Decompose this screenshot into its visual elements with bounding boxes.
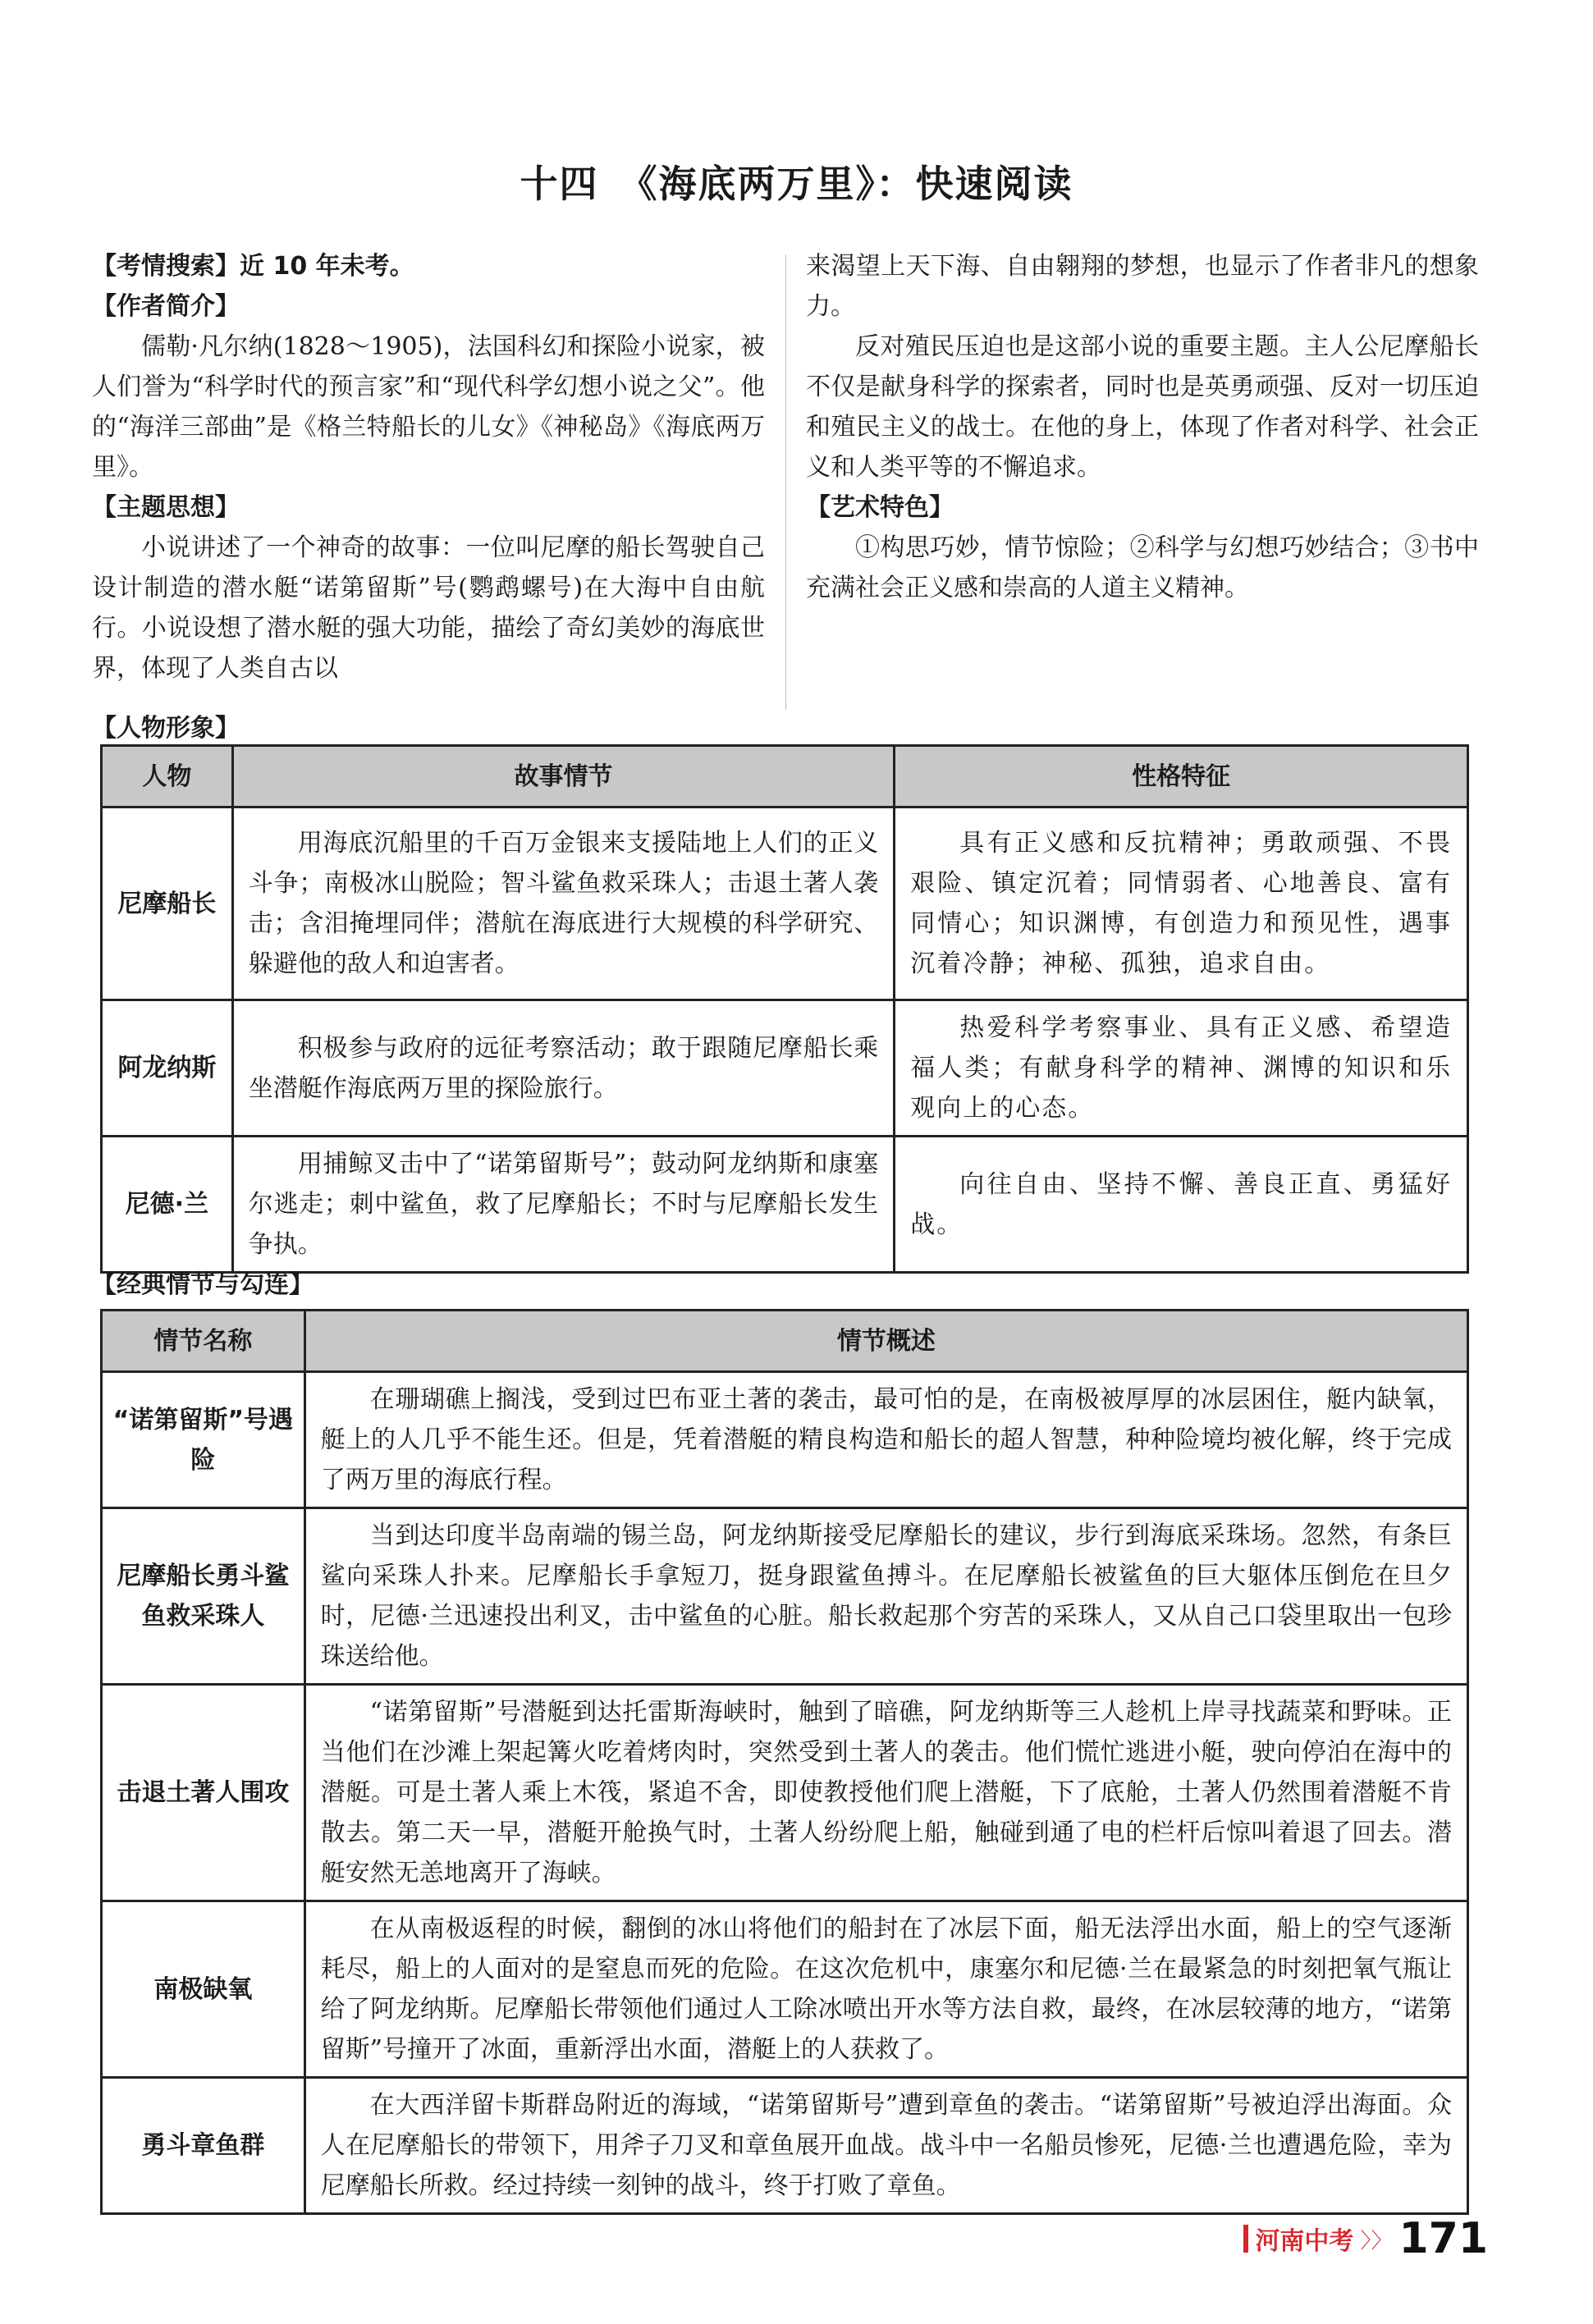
plot-summary xyxy=(304,1685,1467,1901)
col-header-traits: 性格特征 xyxy=(895,746,1468,807)
table-row xyxy=(102,807,1468,1000)
character-traits xyxy=(895,1000,1468,1137)
plot-name: “诺第留斯”号遇险 xyxy=(102,1372,305,1508)
author-tag: 【作者简介】 xyxy=(92,292,240,321)
characters-table xyxy=(100,744,1469,1274)
character-plot xyxy=(232,807,895,1000)
character-plot-text: 用海底沉船里的千百万金银来支援陆地上人们的正义斗争；南极冰山脱险；智斗鲨鱼救采珠人；击退土著人袭击；含泪掩埋同伴；潜航在海底进行大规模的科学研究、躲避他的敌人和迫害者。 xyxy=(248,829,879,978)
chevron-right-icon: 〉〉 xyxy=(1360,2228,1393,2253)
table-row xyxy=(102,1000,1468,1137)
character-plot-text: 积极参与政府的远征考察活动；敢于跟随尼摩船长乘坐潜艇作海底两万里的探险旅行。 xyxy=(248,1033,879,1103)
character-traits-text: 热爱科学考察事业、具有正义感、希望造福人类；有献身科学的精神、渊博的知识和乐观向上的心态。 xyxy=(910,1013,1452,1123)
page-number: 171 xyxy=(1398,2214,1488,2263)
table-row xyxy=(102,1137,1468,1273)
art-text: ①构思巧妙，情节惊险；②科学与幻想巧妙结合；③书中充满社会正义感和崇高的人道主义精神。 xyxy=(806,533,1479,602)
plot-summary-text: 当到达印度半岛南端的锡兰岛，阿龙纳斯接受尼摩船长的建议，步行到海底采珠场。忽然，有条巨鲨向采珠人扑来。尼摩船长手拿短刀，挺身跟鲨鱼搏斗。在尼摩船长被鲨鱼的巨大躯体压倒危在旦夕时，尼德·兰迅速投出利叉，击中鲨鱼的心脏。船长救起那个穷苦的采珠人，又从自己口袋里取出一包珍珠送给他。 xyxy=(320,1521,1452,1671)
table-row xyxy=(102,2078,1468,2214)
character-traits xyxy=(895,807,1468,1000)
plot-summary-text: 在大西洋留卡斯群岛附近的海域，“诺第留斯号”遭到章鱼的袭击。“诺第留斯”号被迫浮出海面。众人在尼摩船长的带领下，用斧子刀叉和章鱼展开血战。战斗中一名船员惨死，尼德·兰也遭遇危险，幸为尼摩船长所救。经过持续一刻钟的战斗，终于打败了章鱼。 xyxy=(320,2091,1452,2200)
plot-name: 尼摩船长勇斗鲨鱼救采珠人 xyxy=(102,1508,305,1685)
plots-header-row xyxy=(102,1311,1468,1372)
character-plot xyxy=(232,1000,895,1137)
footer-region: 河南中考 xyxy=(1255,2227,1354,2256)
col-header-character: 人物 xyxy=(102,746,233,807)
page-title: 十四 《海底两万里》：快速阅读 xyxy=(520,162,1073,206)
plot-name: 南极缺氧 xyxy=(102,1901,305,2078)
table-row xyxy=(102,1508,1468,1685)
character-traits-text: 具有正义感和反抗精神；勇敢顽强、不畏艰险、镇定沉着；同情弱者、心地善良、富有同情心；知识渊博，有创造力和预见性，遇事沉着冷静；神秘、孤独，追求自由。 xyxy=(910,829,1452,978)
table-row xyxy=(102,1372,1468,1508)
character-name: 阿龙纳斯 xyxy=(102,1000,233,1137)
characters-heading: 【人物形象】 xyxy=(92,714,240,743)
plots-heading: 【经典情节与勾连】 xyxy=(92,1270,314,1299)
table-row xyxy=(102,1901,1468,2078)
characters-header-row xyxy=(102,746,1468,807)
character-name: 尼德·兰 xyxy=(102,1137,233,1273)
theme-text-2: 反对殖民压迫也是这部小说的重要主题。主人公尼摩船长不仅是献身科学的探索者，同时也是英勇顽强、反对一切压迫和殖民主义的战士。在他的身上，体现了作者对科学、社会正义和人类平等的不懈追求。 xyxy=(806,332,1479,482)
plot-summary-text: 在珊瑚礁上搁浅，受到过巴布亚土著的袭击，最可怕的是，在南极被厚厚的冰层困住，艇内缺氧，艇上的人几乎不能生还。但是，凭着潜艇的精良构造和船长的超人智慧，种种险境均被化解，终于完成了两万里的海底行程。 xyxy=(320,1385,1452,1494)
col-header-plot-name: 情节名称 xyxy=(102,1311,305,1372)
plot-summary-text: 在从南极返程的时候，翻倒的冰山将他们的船封在了冰层下面，船无法浮出水面，船上的空气逐渐耗尽，船上的人面对的是窒息而死的危险。在这次危机中，康塞尔和尼德·兰在最紧急的时刻把氧气瓶让给了阿龙纳斯。尼摩船长带领他们通过人工除冰喷出开水等方法自救，最终，在冰层较薄的地方，“诺第留斯”号撞开了冰面，重新浮出水面，潜艇上的人获救了。 xyxy=(320,1915,1452,2064)
plots-table xyxy=(100,1309,1469,2215)
exam-tag: 【考情搜索】 xyxy=(92,252,240,281)
exam-section xyxy=(92,246,765,286)
theme-text-continued: 来渴望上天下海、自由翱翔的梦想，也显示了作者非凡的想象力。 xyxy=(806,252,1479,321)
character-name: 尼摩船长 xyxy=(102,807,233,1000)
plot-name: 击退土著人围攻 xyxy=(102,1685,305,1901)
plot-summary xyxy=(304,1901,1467,2078)
col-header-plot: 故事情节 xyxy=(232,746,895,807)
plot-summary-text: “诺第留斯”号潜艇到达托雷斯海峡时，触到了暗礁，阿龙纳斯等三人趁机上岸寻找蔬菜和野味。正当他们在沙滩上架起篝火吃着烤肉时，突然受到土著人的袭击。他们慌忙逃进小艇，驶向停泊在海中的潜艇。可是土著人乘上木筏，紧追不舍，即使教授他们爬上潜艇，下了底舱，土著人仍然围着潜艇不肯散去。第二天一早，潜艇开舱换气时，土著人纷纷爬上船，触碰到通了电的栏杆后惊叫着退了回去。潜艇安然无恙地离开了海峡。 xyxy=(320,1698,1452,1887)
footer-accent-bar xyxy=(1243,2225,1248,2253)
character-plot-text: 用捕鲸叉击中了“诺第留斯号”；鼓动阿龙纳斯和康塞尔逃走；刺中鲨鱼，救了尼摩船长；不时与尼摩船长发生争执。 xyxy=(248,1150,879,1259)
art-tag: 【艺术特色】 xyxy=(806,493,954,522)
column-divider xyxy=(785,254,786,710)
theme-text: 小说讲述了一个神奇的故事：一位叫尼摩的船长驾驶自己设计制造的潜水艇“诺第留斯”号(鹦鹉螺号)在大海中自由航行。小说设想了潜水艇的强大功能，描绘了奇幻美妙的海底世界，体现了人类自古以 xyxy=(92,533,765,683)
theme-tag: 【主题思想】 xyxy=(92,493,240,522)
character-traits-text: 向往自由、坚持不懈、善良正直、勇猛好战。 xyxy=(910,1169,1452,1239)
plot-name: 勇斗章鱼群 xyxy=(102,2078,305,2214)
plot-summary xyxy=(304,1372,1467,1508)
plot-summary xyxy=(304,1508,1467,1685)
character-traits xyxy=(895,1137,1468,1273)
plot-summary xyxy=(304,2078,1467,2214)
right-column xyxy=(806,246,1479,608)
table-row xyxy=(102,1685,1468,1901)
page-footer xyxy=(1243,2214,1488,2263)
exam-text: 近 10 年未考。 xyxy=(240,252,414,281)
left-column xyxy=(92,246,765,689)
author-text: 儒勒·凡尔纳(1828～1905)，法国科幻和探险小说家，被人们誉为“科学时代的预言家”和“现代科学幻想小说之父”。他的“海洋三部曲”是《格兰特船长的儿女》《神秘岛》《海底两万里》。 xyxy=(92,332,765,482)
col-header-plot-summary: 情节概述 xyxy=(304,1311,1467,1372)
character-plot xyxy=(232,1137,895,1273)
